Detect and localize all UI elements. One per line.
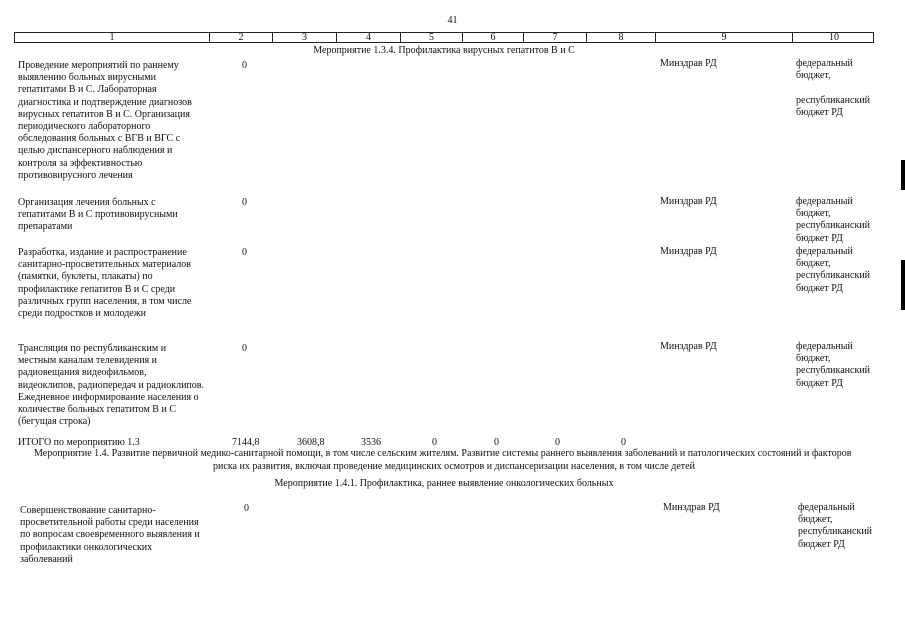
total-value: 7144,8	[232, 437, 260, 448]
total-label: ИТОГО по мероприятию 1.3	[18, 437, 140, 448]
activity-name: Трансляция по республиканским и местным каналам телевидения и радиовещания видеофильмов, видеоклипов, радиопередач и радиоклипов. Ежедневное информирование населения о количестве больных гепатитом В и С (бегущая строка)	[18, 343, 205, 428]
activity-executor: Минздрав РД	[660, 58, 717, 69]
activity-funding: федеральный бюджет, республиканский бюджет РД	[796, 246, 871, 294]
column-header: 4	[337, 33, 401, 42]
activity-value: 0	[242, 343, 247, 354]
activity-funding: федеральный бюджет, республиканский бюджет РД	[796, 58, 871, 118]
activity-name: Разработка, издание и распространение санитарно-просветительных материалов (памятки, буклеты, плакаты) по профилактике гепатитов В и С среди различных групп населения, в том числе среди подростков и молодежи	[18, 247, 192, 320]
activity-value: 0	[244, 503, 249, 514]
activity-value: 0	[242, 197, 247, 208]
total-value: 0	[432, 437, 437, 448]
activity-funding: федеральный бюджет, республиканский бюджет РД	[796, 196, 871, 244]
total-value: 0	[494, 437, 499, 448]
binding-mark	[901, 160, 905, 190]
column-header: 3	[273, 33, 337, 42]
column-header: 1	[15, 33, 210, 42]
binding-mark	[901, 260, 905, 310]
total-value: 3536	[361, 437, 381, 448]
column-header: 2	[210, 33, 273, 42]
section-heading: Мероприятие 1.3.4. Профилактика вирусных гепатитов В и С	[313, 45, 575, 56]
column-header: 9	[656, 33, 793, 42]
column-header: 10	[829, 32, 839, 43]
total-value: 3608,8	[297, 437, 325, 448]
page-number: 41	[447, 15, 458, 26]
section-heading: риска их развития, включая проведение медицинских осмотров и диспансеризации населения, в том числе детей	[213, 461, 695, 472]
activity-executor: Минздрав РД	[660, 341, 717, 352]
activity-funding: федеральный бюджет, республиканский бюджет РД	[798, 502, 873, 550]
column-header: 7	[524, 33, 587, 42]
activity-executor: Минздрав РД	[663, 502, 720, 513]
activity-value: 0	[242, 247, 247, 258]
section-heading: Мероприятие 1.4. Развитие первичной медико-санитарной помощи, в том числе сельским жителям. Развитие системы раннего выявления заболеваний и патологических состояний и факторов	[34, 448, 852, 459]
column-header: 5	[401, 33, 463, 42]
total-value: 0	[621, 437, 626, 448]
table-header	[14, 32, 874, 43]
total-value: 0	[555, 437, 560, 448]
activity-executor: Минздрав РД	[660, 196, 717, 207]
activity-executor: Минздрав РД	[660, 246, 717, 257]
column-header: 6	[463, 33, 524, 42]
activity-name: Проведение мероприятий по раннему выявлению больных вирусными гепатитами В и С. Лабораторная диагностика и подтверждение диагнозов вирусных гепатитов В и С. Организация периодического лабораторного обследования больных с ВГВ и ВГС с целью диспансерного наблюдения и контроля за эффективностью противовирусного лечения	[18, 60, 192, 181]
activity-name: Организация лечения больных с гепатитами В и С противовирусными препаратами	[18, 197, 178, 233]
activity-name: Совершенствование санитарно- просветительной работы среди населения по вопросам своевременного выявления и профилактики онкологических заболеваний	[20, 505, 200, 565]
activity-value: 0	[242, 60, 247, 71]
activity-funding: федеральный бюджет, республиканский бюджет РД	[796, 341, 871, 389]
section-heading: Мероприятие 1.4.1. Профилактика, раннее выявление онкологических больных	[274, 478, 614, 489]
column-header: 8	[587, 33, 656, 42]
